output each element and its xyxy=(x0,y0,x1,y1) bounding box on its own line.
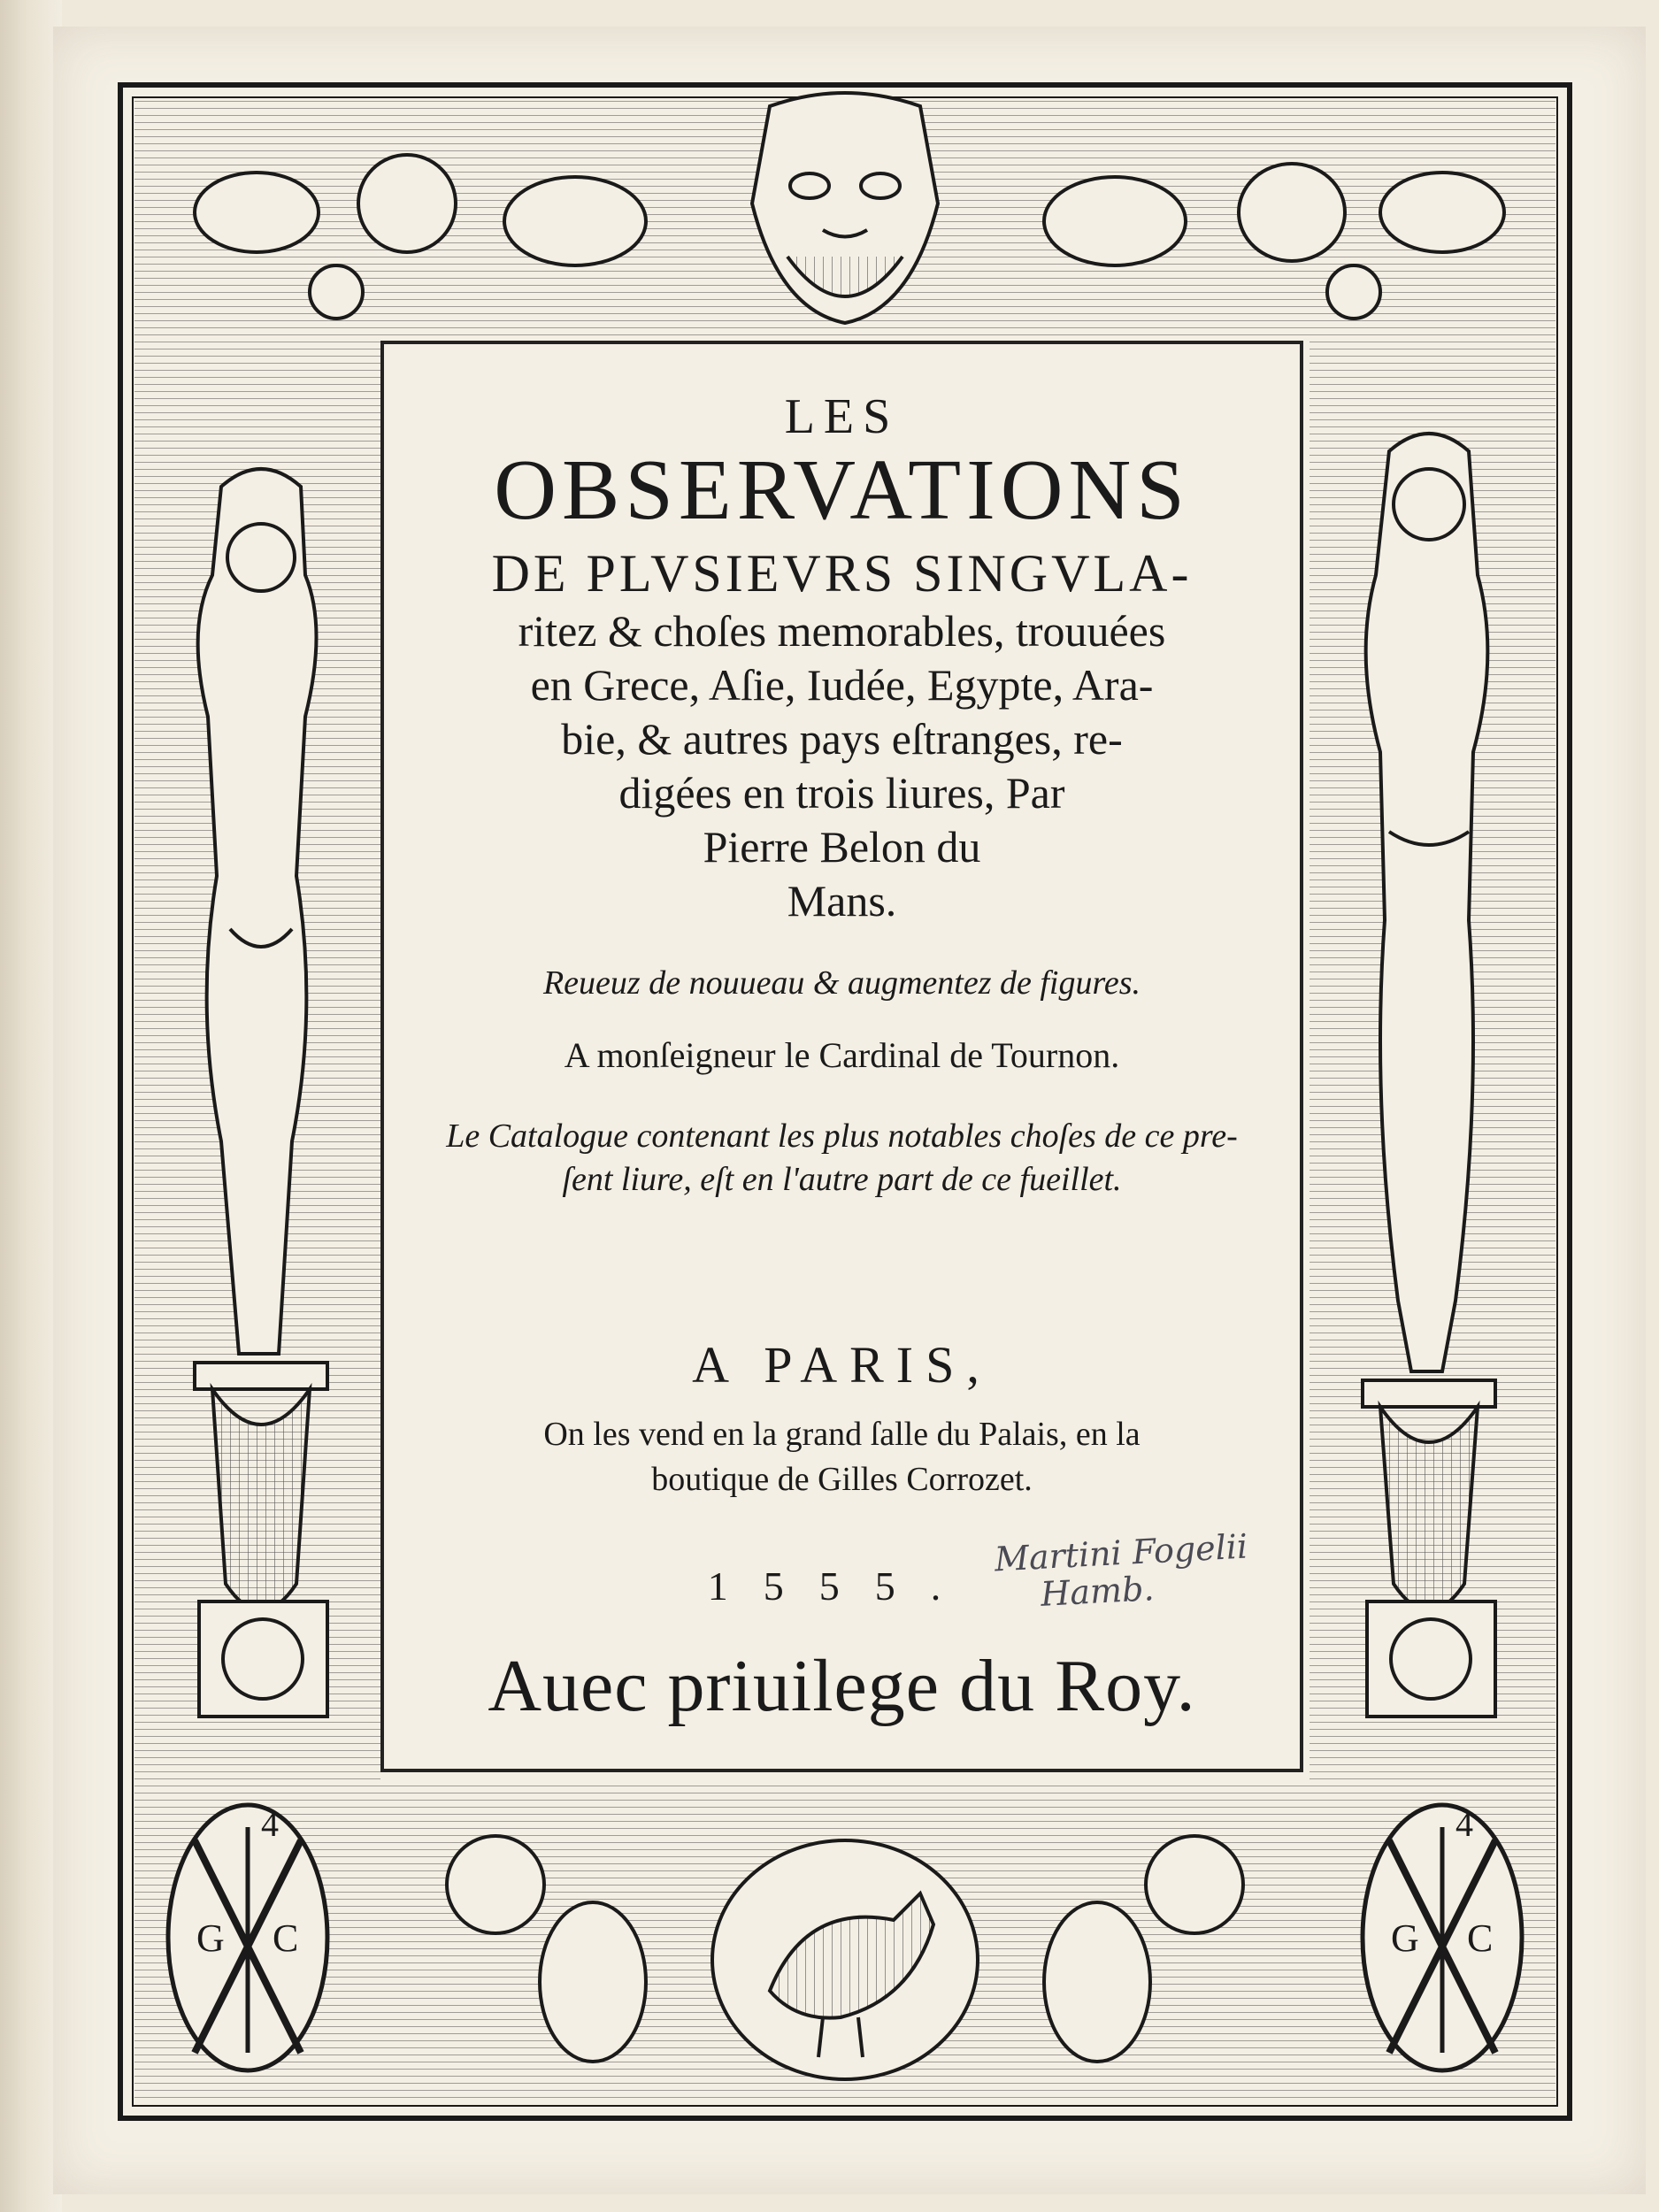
imprint-year: 1555. xyxy=(707,1563,977,1609)
title-line: bie, & autres pays eſtranges, re- xyxy=(561,713,1123,764)
svg-text:4: 4 xyxy=(261,1804,279,1844)
title-observations: OBSERVATIONS xyxy=(494,442,1190,538)
author-line: Mans. xyxy=(787,875,897,926)
imprint-printer: boutique de Gilles Corrozet. xyxy=(651,1460,1033,1498)
title-line: digées en trois liures, Par xyxy=(618,767,1065,818)
imprint-printer: On les vend en la grand ſalle du Palais, en la xyxy=(543,1415,1141,1453)
title-line: ritez & choſes memorables, trouuées xyxy=(518,605,1166,656)
svg-text:C: C xyxy=(273,1916,299,1960)
hen-medallion xyxy=(712,1840,978,2079)
title-line: en Grece, Aſie, Iudée, Egypte, Ara- xyxy=(530,659,1154,710)
monogram-cartouche-right xyxy=(1363,1804,1522,2070)
author-line: Pierre Belon du xyxy=(703,821,981,872)
imprint-place: A PARIS, xyxy=(692,1335,992,1394)
subtitle-caps: DE PLVSIEVRS SINGVLA- xyxy=(491,543,1193,603)
dedication: A monſeigneur le Cardinal de Tournon. xyxy=(564,1034,1120,1075)
monogram-cartouche-left xyxy=(168,1804,327,2070)
svg-text:C: C xyxy=(1467,1916,1494,1960)
svg-text:4: 4 xyxy=(1455,1804,1473,1844)
revised-note: Reueuz de nouueau & augmentez de figures. xyxy=(542,964,1141,1002)
owner-signature xyxy=(993,1526,1250,1616)
signature-line: Martini Fogelii xyxy=(993,1526,1249,1579)
catalogue-note: ſent liure, eſt en l'autre part de ce fueillet. xyxy=(562,1161,1122,1199)
catalogue-note: Le Catalogue contenant les plus notables choſes de ce pre- xyxy=(446,1117,1238,1155)
svg-text:G: G xyxy=(1391,1916,1419,1960)
title-les: LES xyxy=(784,389,900,444)
svg-text:G: G xyxy=(196,1916,225,1960)
signature-line: Hamb. xyxy=(1040,1568,1156,1614)
privilege-line: Auec priuilege du Roy. xyxy=(488,1645,1196,1728)
